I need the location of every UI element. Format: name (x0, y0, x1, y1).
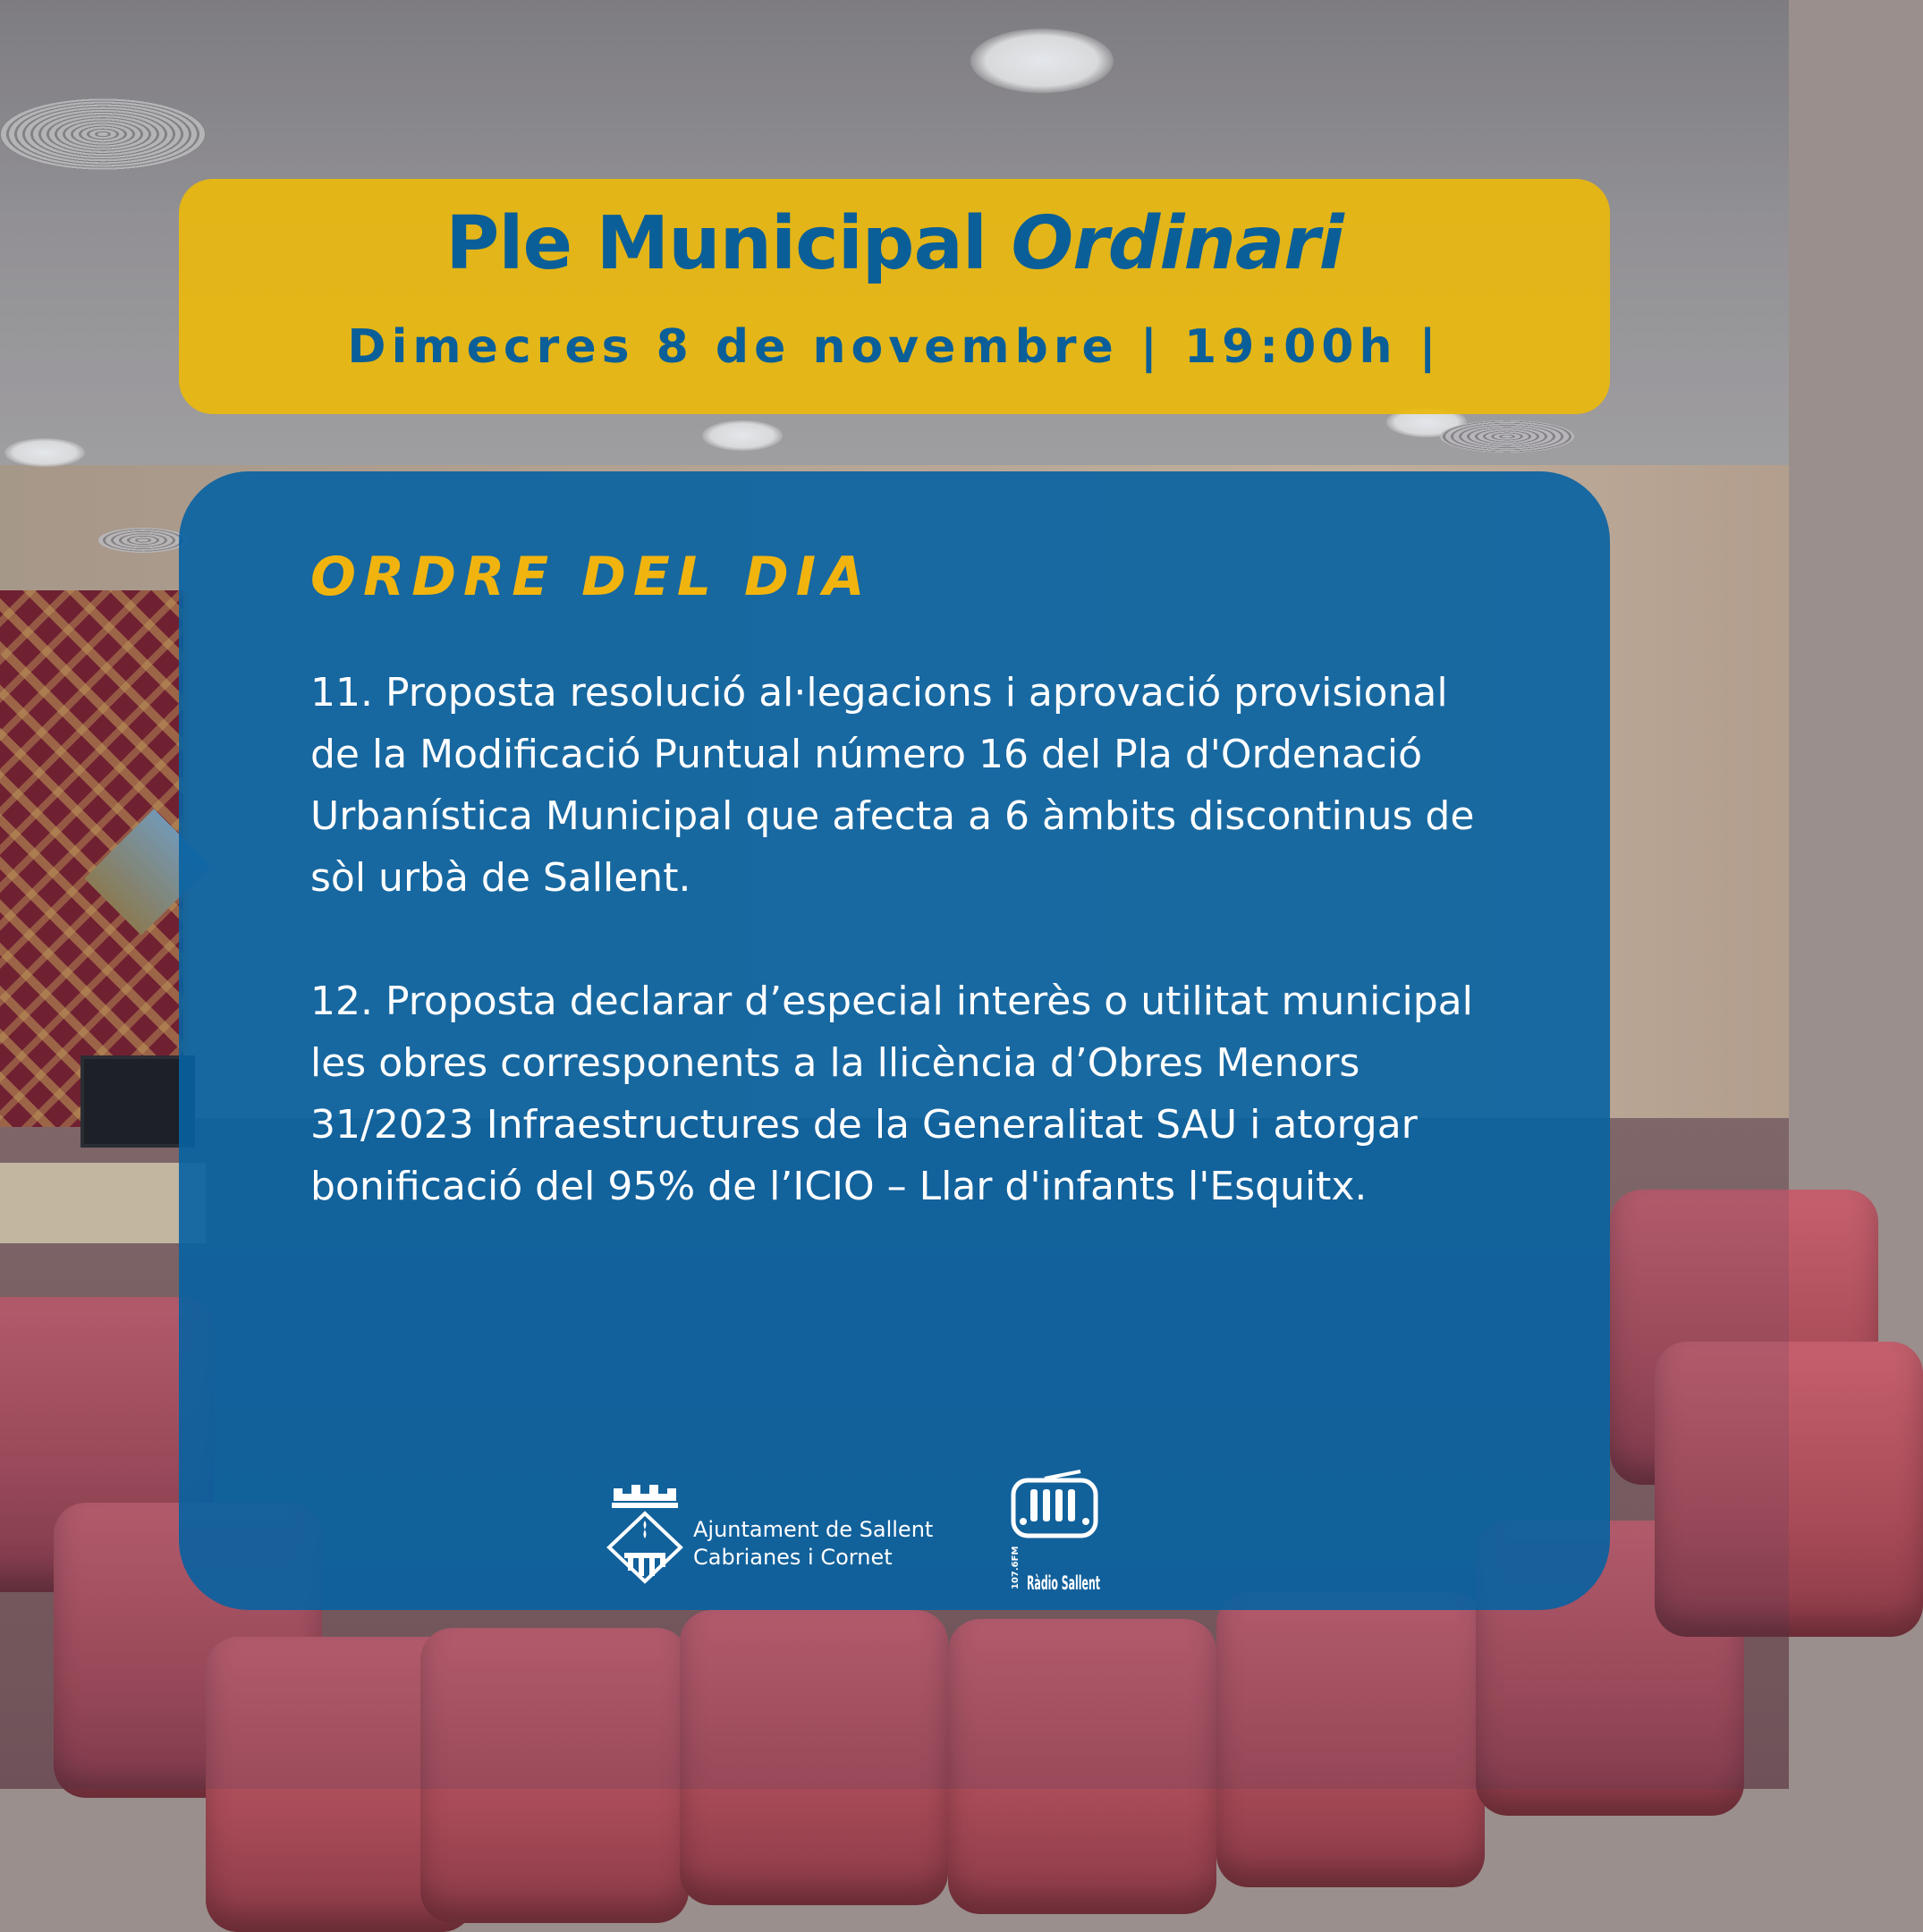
title-main: Ple Municipal (445, 201, 987, 286)
radio-name: Ràdio Sallent (1027, 1572, 1100, 1594)
page-title (0, 201, 1789, 286)
agenda-item: 11. Proposta resolució al·legacions i aprovació provisional de la Modificació Puntual número 16 del Pla d'Ordenació Urbanística Municipal que afecta a 6 àmbits discontinus de sòl urbà de Sallent. (310, 670, 1475, 901)
date-time-subtitle: Dimecres 8 de novembre | 19:00h | (347, 320, 1442, 374)
ajuntament-name (693, 1516, 933, 1572)
agenda-item: 12. Proposta declarar d’especial interès o utilitat municipal les obres corresponents a la llicència d’Obres Menors 31/2023 Infraestructures de la Generalitat SAU i atorgar bonificació del 95% de l’ICIO – Llar d'infants l'Esquitx. (310, 979, 1473, 1209)
radio-frequency: 107.6FM (1011, 1546, 1021, 1589)
ajuntament-line-2: Cabrianes i Cornet (693, 1545, 893, 1570)
radio-sallent-logo (1009, 1471, 1107, 1592)
title-italic: Ordinari (1011, 201, 1343, 286)
agenda-list (310, 662, 1509, 1279)
ajuntament-crest-logo (605, 1476, 685, 1583)
ajuntament-line-1: Ajuntament de Sallent (693, 1517, 934, 1542)
agenda-heading: ORDRE DEL DIA (310, 546, 872, 608)
